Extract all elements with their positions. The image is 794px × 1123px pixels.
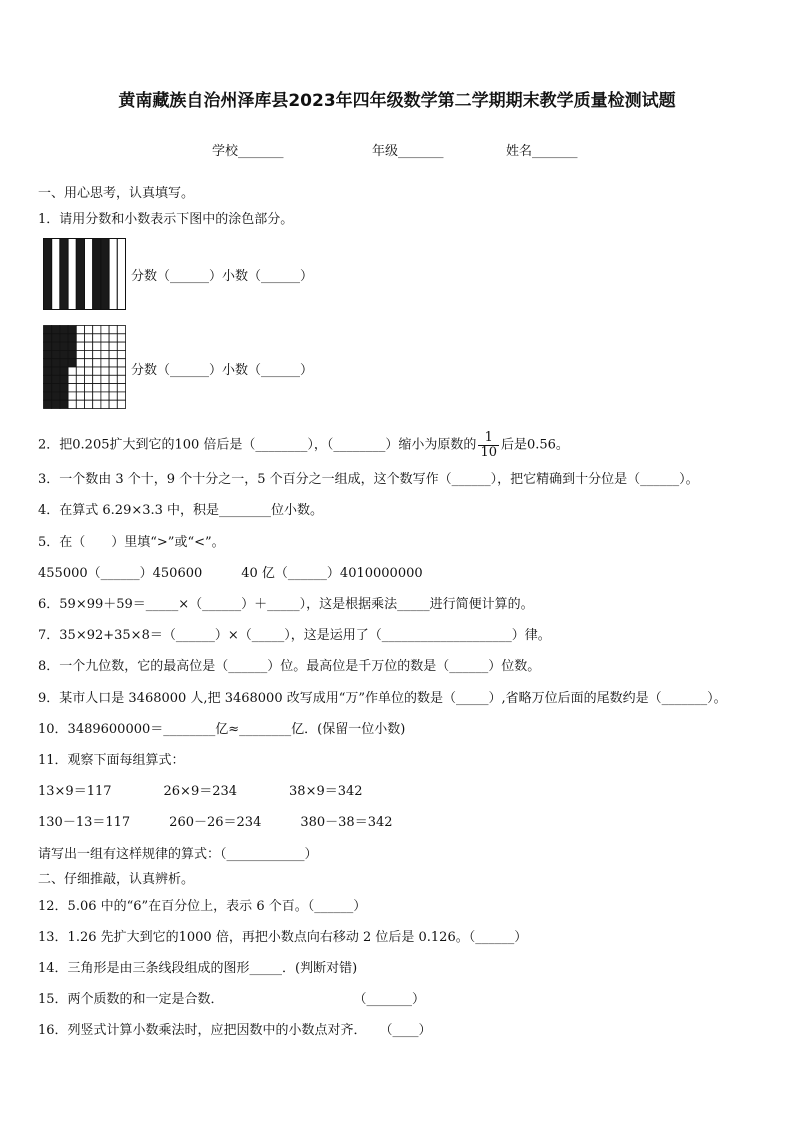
question-1: 1．请用分数和小数表示下图中的涂色部分。 [38, 212, 294, 227]
grid-cell [68, 384, 76, 392]
fraction-numerator: 1 [478, 431, 499, 446]
grid-cell [101, 342, 109, 350]
grid-cell [93, 342, 101, 350]
question-2-text-before: 2．把0.205扩大到它的100 倍后是（________），（________）缩小为原数的 [38, 437, 477, 453]
grid-cell [85, 342, 93, 350]
grid-cell [109, 392, 117, 400]
question-4: 4．在算式 6.29×3.3 中，积是________位小数。 [38, 503, 324, 518]
stripe-4 [68, 239, 76, 310]
school-field: 学校_______ [212, 144, 284, 159]
grid-cell [44, 400, 52, 408]
grid-cell [68, 342, 76, 350]
grid-cell [68, 334, 76, 342]
grid-cell [85, 334, 93, 342]
question-14: 14．三角形是由三条线段组成的图形_____．(判断对错) [38, 961, 358, 976]
grid-cell [76, 400, 84, 408]
fraction-one-tenth [478, 431, 499, 459]
grid-cell [52, 400, 60, 408]
grid-cell [44, 342, 52, 350]
grid-cell [117, 367, 125, 375]
grid-cell [76, 326, 84, 334]
grid-cell [76, 392, 84, 400]
grid-cell [76, 342, 84, 350]
grid-cell [109, 334, 117, 342]
grid-cell [101, 384, 109, 392]
grid-cell [109, 367, 117, 375]
grid-cell [60, 400, 68, 408]
grid-cell [93, 392, 101, 400]
grid-cell [76, 334, 84, 342]
grid-cell [101, 375, 109, 383]
stripe-10 [117, 239, 125, 310]
grid-cell [117, 342, 125, 350]
question-7: 7．35×92+35×8＝（______）×（_____），这是运用了（____________________）律。 [38, 628, 551, 643]
grid-cell [52, 384, 60, 392]
grid-cell [117, 359, 125, 367]
grid-cell [109, 375, 117, 383]
grid-cell [93, 400, 101, 408]
grid-cell [52, 392, 60, 400]
grid-cell [52, 326, 60, 334]
question-11-subtractions: 130－13＝117 260－26＝234 380－38＝342 [38, 815, 393, 830]
grid-cell [93, 334, 101, 342]
question-2-text-after: 后是0.56。 [500, 437, 569, 453]
grid-cell [44, 375, 52, 383]
question-1-figure-1-answer: 分数（______）小数（______） [131, 269, 314, 284]
grid-cell [85, 375, 93, 383]
grid-cell [60, 367, 68, 375]
hundred-grid-figure [43, 325, 126, 413]
grid-cell [60, 375, 68, 383]
stripe-7 [93, 239, 101, 310]
question-11: 11．观察下面每组算式： [38, 753, 185, 768]
grid-cell [44, 334, 52, 342]
grid-cell [52, 359, 60, 367]
question-12: 12．5.06 中的“6”在百分位上，表示 6 个百。（______） [38, 899, 367, 914]
grid-cell [52, 367, 60, 375]
stripe-8 [101, 239, 109, 310]
grid-cell [93, 326, 101, 334]
grid-cell [60, 392, 68, 400]
grid-cell [101, 350, 109, 358]
stripe-9 [109, 239, 117, 310]
grid-cell [85, 400, 93, 408]
section-1-heading: 一、用心思考，认真填写。 [38, 186, 195, 201]
question-10: 10．3489600000＝________亿≈________亿．(保留一位小数) [38, 722, 406, 737]
grid-cell [44, 359, 52, 367]
stripe-6 [85, 239, 93, 310]
grid-cell [101, 367, 109, 375]
stripe-2 [52, 239, 60, 310]
question-11-multiplications: 13×9＝117 26×9＝234 38×9＝342 [38, 784, 363, 799]
grid-cell [117, 350, 125, 358]
grid-cell [101, 326, 109, 334]
section-2-heading: 二、仔细推敲，认真辨析。 [38, 872, 195, 887]
grid-cell [93, 350, 101, 358]
grid-cell [85, 384, 93, 392]
question-8: 8．一个九位数，它的最高位是（______）位。最高位是千万位的数是（______）位数。 [38, 659, 541, 674]
stripe-5 [76, 239, 84, 310]
grid-cell [101, 359, 109, 367]
question-6: 6．59×99＋59＝_____×（______）＋_____），这是根据乘法_____进行简便计算的。 [38, 597, 534, 612]
question-3: 3．一个数由 3 个十，9 个十分之一，5 个百分之一组成，这个数写作（______），把它精确到十分位是（______）。 [38, 472, 699, 487]
grid-cell [60, 342, 68, 350]
grade-field: 年级_______ [372, 144, 444, 159]
grid-cell [93, 359, 101, 367]
question-9: 9．某市人口是 3468000 人,把 3468000 改写成用“万”作单位的数是（_____）,省略万位后面的尾数约是（_______）。 [38, 691, 727, 706]
grid-cell [44, 350, 52, 358]
grid-cell [44, 326, 52, 334]
grid-cell [93, 375, 101, 383]
grid-cell [76, 375, 84, 383]
grid-cell [60, 326, 68, 334]
stripe-3 [60, 239, 68, 310]
grid-cell [76, 359, 84, 367]
question-15: 15．两个质数的和一定是合数． （_______） [38, 992, 426, 1007]
grid-cell [76, 367, 84, 375]
grid-cell [117, 375, 125, 383]
grid-cell [76, 384, 84, 392]
grid-cell [109, 384, 117, 392]
grid-cell [44, 384, 52, 392]
name-field: 姓名_______ [506, 144, 578, 159]
grid-cell [44, 367, 52, 375]
grid-cell [85, 367, 93, 375]
grid-cell [52, 334, 60, 342]
grid-cell [68, 359, 76, 367]
grid-cell [117, 384, 125, 392]
fraction-denominator: 10 [480, 444, 497, 460]
grid-cell [117, 400, 125, 408]
question-16: 16．列竖式计算小数乘法时，应把因数中的小数点对齐． （____） [38, 1023, 432, 1038]
question-2 [38, 431, 569, 459]
grid-cell [117, 392, 125, 400]
grid-cell [101, 400, 109, 408]
grid-cell [60, 384, 68, 392]
grid-cell [76, 350, 84, 358]
grid-cell [85, 392, 93, 400]
grid-cell [109, 342, 117, 350]
question-5-comparisons: 455000（______）450600 40 亿（______）4010000000 [38, 566, 423, 581]
grid-cell [68, 350, 76, 358]
grid-cell [68, 326, 76, 334]
stripe-1 [44, 239, 52, 310]
exam-title: 黄南藏族自治州泽库县2023年四年级数学第二学期期末教学质量检测试题 [118, 91, 676, 111]
grid-cell [60, 359, 68, 367]
grid-cell [52, 342, 60, 350]
grid-cell [85, 359, 93, 367]
grid-cell [44, 392, 52, 400]
grid-cell [109, 326, 117, 334]
grid-cell [101, 334, 109, 342]
grid-cell [109, 400, 117, 408]
question-1-figure-2-answer: 分数（______）小数（______） [131, 363, 314, 378]
grid-cell [68, 367, 76, 375]
grid-cell [68, 392, 76, 400]
question-11-prompt: 请写出一组有这样规律的算式：（____________） [38, 847, 318, 862]
question-13: 13．1.26 先扩大到它的1000 倍，再把小数点向右移动 2 位后是 0.126。（______） [38, 930, 528, 945]
striped-rectangle-figure [43, 238, 126, 314]
grid-cell [52, 350, 60, 358]
grid-cell [101, 392, 109, 400]
grid-cell [117, 326, 125, 334]
grid-cell [93, 384, 101, 392]
grid-cell [60, 350, 68, 358]
grid-cell [60, 334, 68, 342]
grid-cell [68, 375, 76, 383]
grid-cell [85, 350, 93, 358]
grid-cell [109, 350, 117, 358]
question-5: 5．在（ ）里填“>”或“<”。 [38, 535, 225, 550]
grid-cell [85, 326, 93, 334]
grid-cell [52, 375, 60, 383]
grid-cell [68, 400, 76, 408]
grid-cell [109, 359, 117, 367]
grid-cell [117, 334, 125, 342]
grid-cell [93, 367, 101, 375]
